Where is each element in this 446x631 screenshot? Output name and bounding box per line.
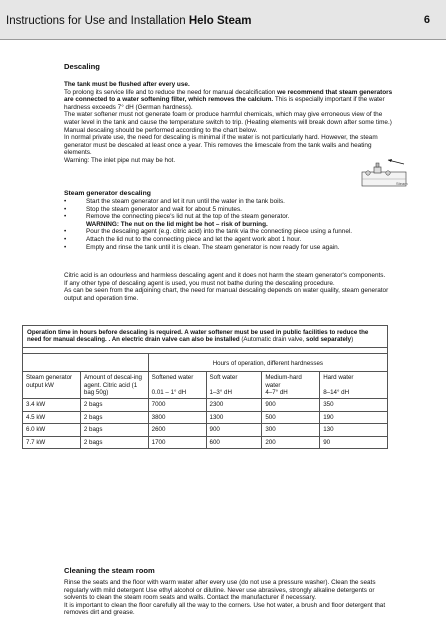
table-row <box>23 411 388 423</box>
header-softened: Softened water 0.01 – 1° dH <box>148 372 206 399</box>
table-row <box>23 399 388 411</box>
table-empty-cell <box>23 353 149 371</box>
table-row <box>23 424 388 436</box>
list-item: • Start the steam generator and let it run until the water in the tank boils. <box>64 198 285 205</box>
flush-warning: The tank must be flushed after every use. <box>64 81 190 88</box>
descaling-steps <box>64 198 394 251</box>
table-cell: 1300 <box>206 411 262 423</box>
table-cell: 2600 <box>148 424 206 436</box>
table-cell: 3.4 kW <box>23 399 81 411</box>
page-number: 6 <box>423 14 430 26</box>
table-cell: 300 <box>262 424 320 436</box>
table-cell: 200 <box>262 436 320 448</box>
list-item: • Attach the lid nut to the connecting piece and let the agent work abot 1 hour. <box>64 235 302 243</box>
table-cell: 350 <box>320 399 388 411</box>
descaling-paragraph-4: In normal private use, the need for descaling is minimal if the water is not particularly hard. However, the steam generator must be descaled at least once a year. This removes the limescale from the tank walls and heating elements. <box>64 134 378 157</box>
header-hard: Hard water 8–14° dH <box>320 372 388 399</box>
list-item: • Remove the connecting piece's lid nut at the top of the steam generator. WARNING: The nut on the lid might be hot – risk of burning. <box>64 213 290 228</box>
descaling-paragraph-3: Manual descaling should be performed according to the chart below. <box>64 126 258 134</box>
table-intro: Operation time in hours before descaling is required. A water softener must be used in public facilities to reduce the need for manual descaling. . An electric drain valve can also be installed (Automatic drain valve, sold separately) <box>23 326 388 348</box>
table-cell: 900 <box>206 424 262 436</box>
hardness-header: Hours of operation, different hardnesses <box>148 353 387 371</box>
descaling-section <box>64 62 394 165</box>
descaling-chart <box>22 325 388 449</box>
table-cell: 3800 <box>148 411 206 423</box>
header-amount: Amount of descal-ing agent. Citric acid (1 bag 50g) <box>80 372 148 399</box>
header-output: Steam generator output kW <box>23 372 81 399</box>
table-cell: 4.5 kW <box>23 411 81 423</box>
descaling-paragraph-2: The water softener must not generate foam or produce harmful chemicals, which may give erroneous view of the water level in the tank and cause the temperature switch to trip. (Heating elements will break down after some time.) <box>64 111 392 126</box>
table-cell: 2 bags <box>80 399 148 411</box>
steam-generator-descaling-section <box>64 190 394 251</box>
table-cell: 2 bags <box>80 424 148 436</box>
cleaning-heading: Cleaning the steam room <box>64 566 155 575</box>
document-title: Instructions for Use and Installation Helo Steam <box>6 15 252 27</box>
table-cell: 900 <box>262 399 320 411</box>
table-cell: 6.0 kW <box>23 424 81 436</box>
hot-nut-warning: Warning: The inlet pipe nut may be hot. <box>64 156 176 164</box>
header-soft: Soft water 1–3° dH <box>206 372 262 399</box>
list-item: • Stop the steam generator and wait for about 5 minutes. <box>64 205 242 213</box>
header-medium: Medium-hard water 4–7° dH <box>262 372 320 399</box>
descaling-heading: Descaling <box>64 62 100 71</box>
table-cell: 2 bags <box>80 411 148 423</box>
table-cell: 90 <box>320 436 388 448</box>
table-cell: 7.7 kW <box>23 436 81 448</box>
citric-acid-paragraph-3: As can be seen from the adjoining chart, the need for manual descaling depends on water quality, steam generator output and operation time. <box>64 287 389 302</box>
table-cell: 500 <box>262 411 320 423</box>
table-cell: 2300 <box>206 399 262 411</box>
cleaning-section <box>64 566 394 617</box>
table-row <box>23 436 388 448</box>
steam-generator-descaling-heading: Steam generator descaling <box>64 190 151 197</box>
list-item: • Pour the descaling agent (e.g. citric acid) into the tank via the connecting piece using a funnel. <box>64 228 353 236</box>
table-cell: 130 <box>320 424 388 436</box>
descaling-paragraph-1: To prolong its service life and to reduce the need for manual decalcification we recommend that steam generators are connected to a water softening filter, which removes the calcium. This is especially important if the water hardness exceeds 7° dH (German hardness). <box>64 88 393 111</box>
illustration-label: Steam <box>396 181 408 186</box>
page-header <box>0 0 446 40</box>
descaling-table <box>22 325 388 449</box>
table-cell: 2 bags <box>80 436 148 448</box>
table-cell: 1700 <box>148 436 206 448</box>
cleaning-paragraph-1: Rinse the seats and the floor with warm water after every use (do not use a pressure washer). Clean the seats regularly with mild detergent Use ethyl alcohol or dilutine. Never use abrasives, strongly alkaline detergents or solvents to clean the steam room seats and walls. Contact the manufacturer if necessary. <box>64 579 376 602</box>
citric-acid-paragraph-1: Citric acid is an odourless and harmless descaling agent and it does not harm the steam generator's components. <box>64 272 386 279</box>
citric-acid-paragraph-2: If any other type of descaling agent is used, you must not bathe during the descaling procedure. <box>64 279 335 287</box>
table-cell: 190 <box>320 411 388 423</box>
table-cell: 7000 <box>148 399 206 411</box>
citric-acid-section <box>64 272 394 302</box>
table-cell: 600 <box>206 436 262 448</box>
list-item: • Empty and rinse the tank until it is clean. The steam generator is now ready for use again. <box>64 243 340 251</box>
hot-lid-warning: WARNING: The nut on the lid might be hot – risk of burning. <box>86 220 268 228</box>
cleaning-paragraph-2: It is important to clean the floor carefully all the way to the corners. Use hot water, a brush and floor detergent that removes dirt and grease. <box>64 601 386 617</box>
